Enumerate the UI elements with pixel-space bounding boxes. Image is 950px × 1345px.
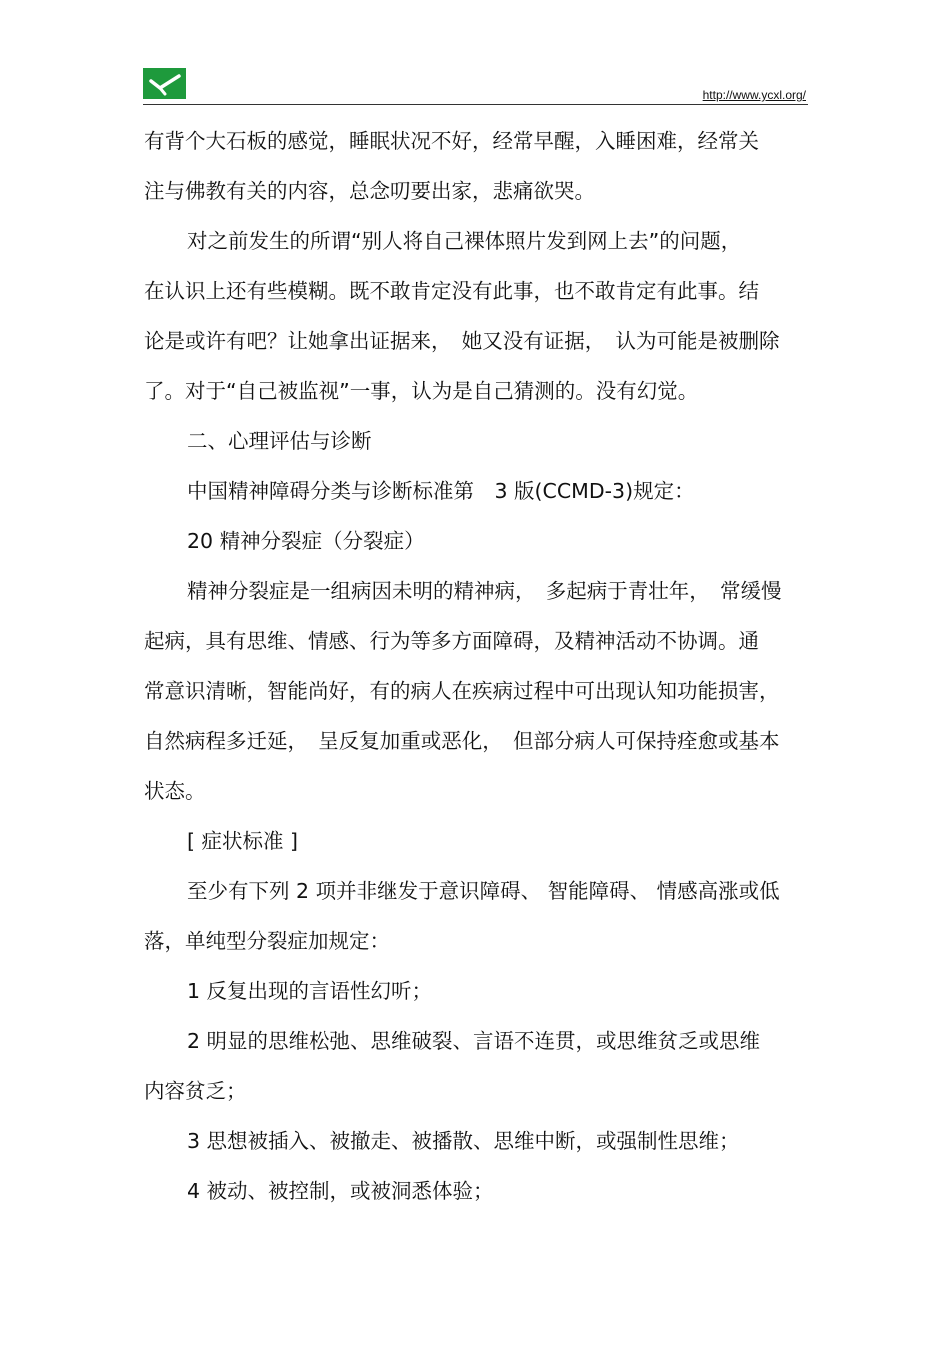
subheading: 20 精神分裂症（分裂症） bbox=[187, 529, 425, 553]
text-line: 注与佛教有关的内容，总念叨要出家，悲痛欲哭。 bbox=[144, 179, 595, 203]
header-url-link[interactable]: http://www.ycxl.org/ bbox=[702, 88, 806, 102]
text-line: 对之前发生的所谓“别人将自己裸体照片发到网上去”的问题， bbox=[187, 229, 742, 253]
text-line: 论是或许有吧？让她拿出证据来， 她又没有证据， 认为可能是被删除 bbox=[144, 329, 780, 353]
text-line: 至少有下列 2 项并非继发于意识障碍、 智能障碍、 情感高涨或低 bbox=[187, 879, 780, 903]
text-line: 落，单纯型分裂症加规定： bbox=[144, 929, 390, 953]
text-line: 精神分裂症是一组病因未明的精神病， 多起病于青壮年， 常缓慢 bbox=[187, 579, 782, 603]
header-divider bbox=[143, 104, 808, 105]
text-line: 中国精神障碍分类与诊断标准第 3 版(CCMD-3)规定： bbox=[187, 479, 695, 503]
subheading: [ 症状标准 ] bbox=[187, 829, 299, 853]
text-line: 常意识清晰，智能尚好，有的病人在疾病过程中可出现认知功能损害， bbox=[144, 679, 780, 703]
list-item: 4 被动、被控制，或被洞悉体验； bbox=[187, 1179, 494, 1203]
text-line: 内容贫乏； bbox=[144, 1079, 247, 1103]
text-line: 起病，具有思维、情感、行为等多方面障碍，及精神活动不协调。通 bbox=[144, 629, 759, 653]
green-checkmark-logo-icon bbox=[143, 68, 186, 99]
list-item: 2 明显的思维松弛、思维破裂、言语不连贯，或思维贫乏或思维 bbox=[187, 1029, 761, 1053]
text-line: 了。对于“自己被监视”一事，认为是自己猜测的。没有幻觉。 bbox=[144, 379, 699, 403]
section-heading: 二、心理评估与诊断 bbox=[187, 429, 372, 453]
text-line: 在认识上还有些模糊。既不敢肯定没有此事，也不敢肯定有此事。结 bbox=[144, 279, 759, 303]
list-item: 3 思想被插入、被撤走、被播散、思维中断，或强制性思维； bbox=[187, 1129, 740, 1153]
text-line: 有背个大石板的感觉，睡眠状况不好，经常早醒，入睡困难，经常关 bbox=[144, 129, 759, 153]
text-line: 自然病程多迁延， 呈反复加重或恶化， 但部分病人可保持痊愈或基本 bbox=[144, 729, 780, 753]
text-line: 状态。 bbox=[144, 779, 206, 803]
list-item: 1 反复出现的言语性幻听； bbox=[187, 979, 433, 1003]
site-logo bbox=[143, 68, 186, 99]
